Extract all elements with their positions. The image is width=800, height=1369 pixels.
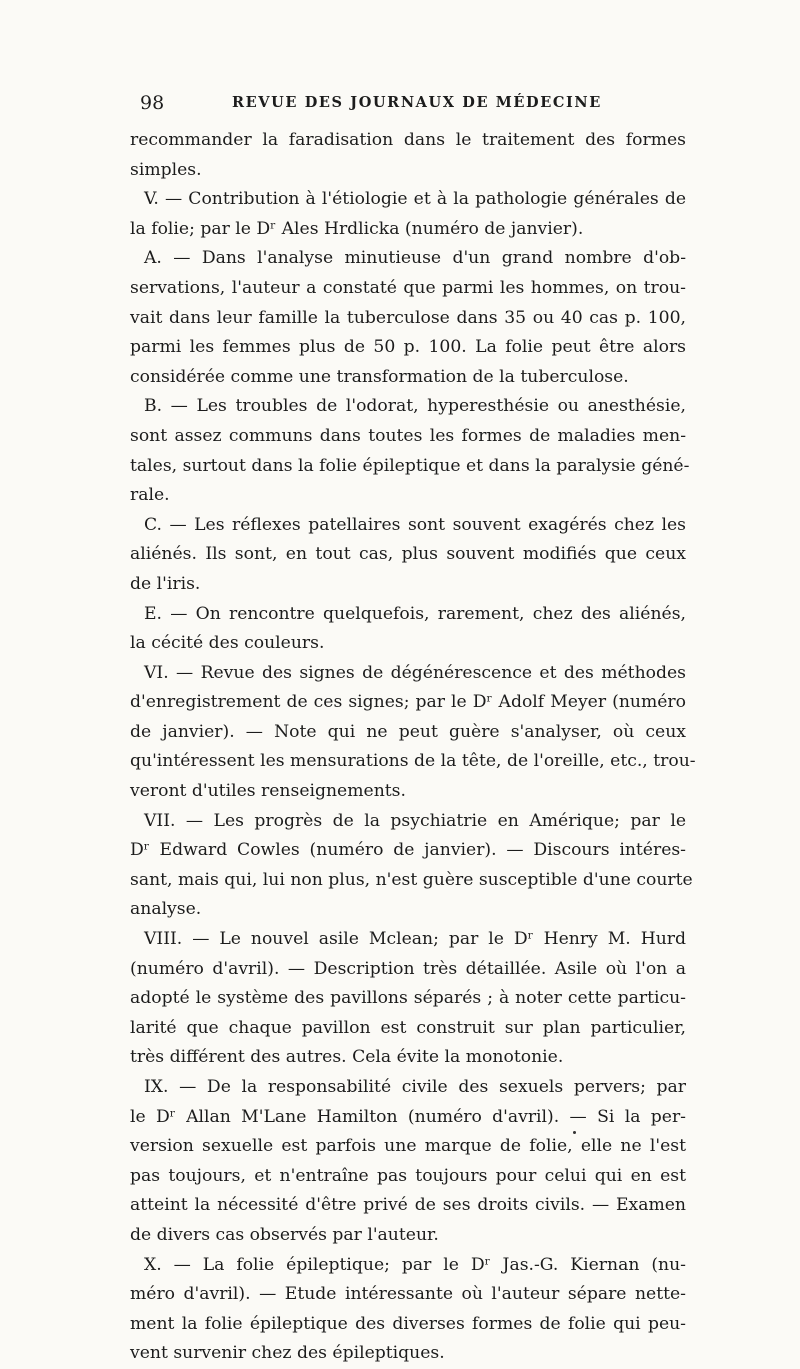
text-line: V. — Contribution à l'étiologie et à la pathologie générales de: [144, 189, 686, 210]
text-line: veront d'utiles renseignements.: [130, 781, 406, 802]
text-line: la cécité des couleurs.: [130, 633, 325, 654]
running-head: [130, 92, 690, 120]
text-line: pas toujours, et n'entraîne pas toujours pour celui qui en est: [130, 1165, 686, 1186]
text-line: rale.: [130, 485, 170, 506]
text-line: la folie; par le Dʳ Ales Hrdlicka (numéro de janvier).: [130, 218, 584, 239]
text-line: aliénés. Ils sont, en tout cas, plus souvent modifiés que ceux: [130, 544, 686, 565]
text-line: très différent des autres. Cela évite la monotonie.: [130, 1047, 564, 1068]
text-line: A. — Dans l'analyse minutieuse d'un grand nombre d'ob-: [144, 248, 686, 269]
text-line: d'enregistrement de ces signes; par le Dʳ Adolf Meyer (numéro: [130, 692, 686, 713]
text-line: le Dʳ Allan M'Lane Hamilton (numéro d'avril). — Si la per-: [130, 1106, 686, 1127]
text-line: de divers cas observés par l'auteur.: [130, 1224, 439, 1245]
text-line: vent survenir chez des épileptiques.: [130, 1343, 445, 1364]
text-line: larité que chaque pavillon est construit sur plan particulier,: [130, 1017, 686, 1038]
text-line: recommander la faradisation dans le traitement des formes: [130, 130, 686, 150]
text-line: adopté le système des pavillons séparés ; à noter cette particu-: [130, 988, 686, 1009]
text-line: vait dans leur famille la tuberculose dans 35 ou 40 cas p. 100,: [130, 307, 686, 328]
text-line: Dʳ Edward Cowles (numéro de janvier). — Discours intéres-: [130, 840, 686, 861]
text-line: méro d'avril). — Etude intéressante où l'auteur sépare nette-: [130, 1284, 686, 1305]
text-line: tales, surtout dans la folie épileptique et dans la paralysie géné-: [130, 455, 690, 476]
text-line: VI. — Revue des signes de dégénérescence et des méthodes: [144, 662, 686, 683]
text-line: de janvier). — Note qui ne peut guère s'analyser, où ceux: [130, 721, 686, 742]
text-line: sont assez communs dans toutes les formes de maladies men-: [130, 425, 686, 446]
journal-title: REVUE DES JOURNAUX DE MÉDECINE: [232, 94, 602, 111]
text-line: simples.: [130, 159, 202, 180]
text-line: (numéro d'avril). — Description très détaillée. Asile où l'on a: [130, 958, 686, 979]
text-line: atteint la nécessité d'être privé de ses droits civils. — Examen: [130, 1195, 686, 1216]
text-line: IX. — De la responsabilité civile des sexuels pervers; par: [144, 1077, 686, 1097]
text-line: VII. — Les progrès de la psychiatrie en Amérique; par le: [144, 810, 686, 831]
text-line: VIII. — Le nouvel asile Mclean; par le Dʳ Henry M. Hurd: [144, 929, 686, 950]
text-line: B. — Les troubles de l'odorat, hyperesthésie ou anesthésie,: [144, 396, 686, 417]
text-line: de l'iris.: [130, 573, 201, 594]
text-line: qu'intéressent les mensurations de la tête, de l'oreille, etc., trou-: [130, 751, 696, 772]
text-line: servations, l'auteur a constaté que parmi les hommes, on trou-: [130, 277, 686, 298]
body-text: [130, 126, 696, 1369]
text-line: E. — On rencontre quelquefois, rarement, chez des aliénés,: [144, 603, 686, 624]
text-line: X. — La folie épileptique; par le Dʳ Jas.-G. Kiernan (nu-: [144, 1254, 686, 1275]
ink-dot: [573, 1131, 576, 1134]
text-line: ment la folie épileptique des diverses formes de folie qui peu-: [130, 1313, 686, 1334]
text-line: considérée comme une transformation de la tuberculose.: [130, 366, 629, 387]
text-line: analyse.: [130, 899, 202, 920]
text-line: version sexuelle est parfois une marque de folie, elle ne l'est: [130, 1136, 686, 1157]
page-number: 98: [140, 92, 165, 114]
text-line: parmi les femmes plus de 50 p. 100. La folie peut être alors: [130, 337, 686, 358]
text-line: C. — Les réflexes patellaires sont souvent exagérés chez les: [144, 514, 686, 535]
text-line: sant, mais qui, lui non plus, n'est guère susceptible d'une courte: [130, 869, 693, 890]
